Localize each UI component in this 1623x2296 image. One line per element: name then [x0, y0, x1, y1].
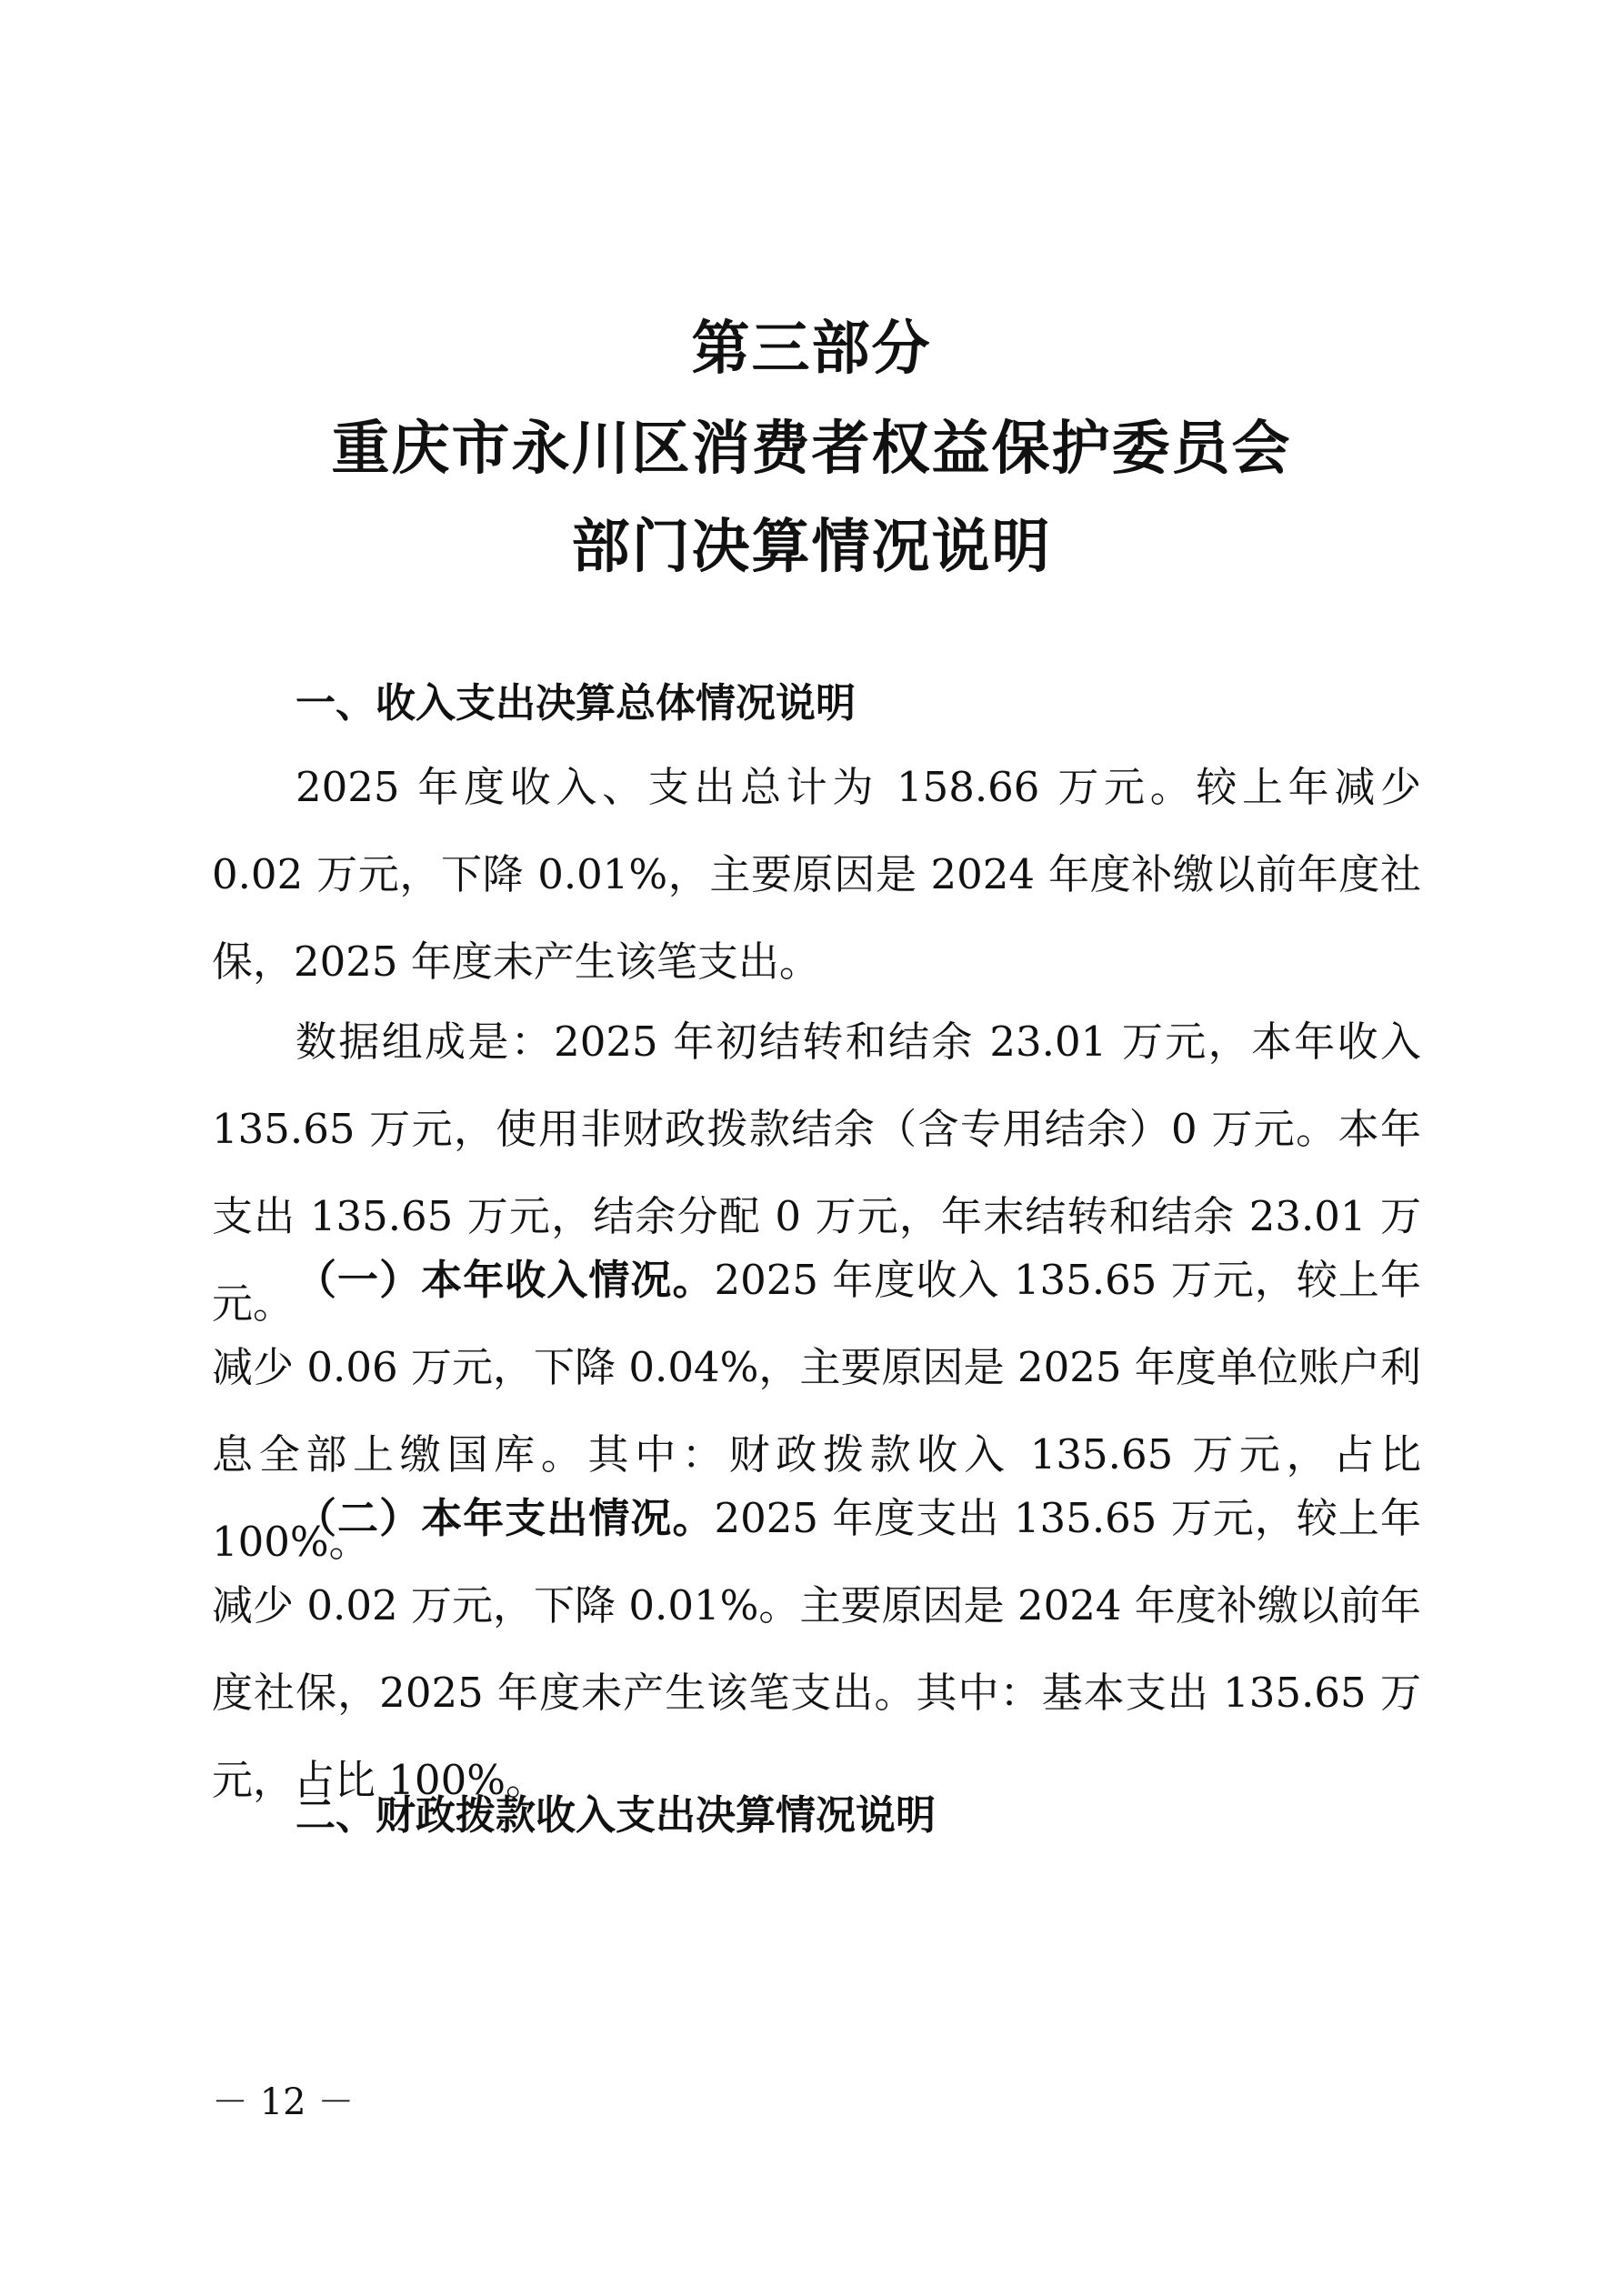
subject-title: 部门决算情况说明: [571, 514, 1052, 581]
paragraph-text: 2025 年度收入、支出总计为 158.66 万元。较上年减少 0.02 万元，下降 0.01%，主要原因是 2024 年度补缴以前年度社保，2025 年度未产生该笔支出。: [212, 763, 1421, 986]
paragraph-text: 2025 年度支出 135.65 万元，较上年减少 0.02 万元，下降 0.01%。主要原因是 2024 年度补缴以前年度社保，2025 年度未产生该笔支出。其中：基本支出 135.65 万元，占比 100%。: [212, 1494, 1421, 1804]
section-heading-1: 一、收入支出决算总体情况说明: [296, 680, 856, 727]
paragraph-overview: [212, 744, 1421, 1006]
part-title: 第三部分: [691, 316, 932, 383]
paragraph-expenditure: [212, 1475, 1421, 1824]
paragraph-text: 数据组成是：2025 年初结转和结余 23.01 万元，本年收入 135.65 万元，使用非财政拨款结余（含专用结余）0 万元。本年支出 135.65 万元，结余分配 0 万元，年末结转和结余 23.01 万元。: [212, 1018, 1421, 1328]
page-number: － 12 －: [212, 2081, 355, 2123]
income-subheading: （一）本年收入情况。: [296, 1256, 715, 1304]
paragraph-text: 2025 年度收入 135.65 万元，较上年减少 0.06 万元，下降 0.04%，主要原因是 2025 年度单位账户利息全部上缴国库。其中：财政拨款收入 135.65 万元，占比 100%。: [212, 1256, 1421, 1566]
organization-title: 重庆市永川区消费者权益保护委员会: [331, 416, 1292, 483]
section-heading-2: 二、财政拨款收入支出决算情况说明: [296, 1792, 936, 1839]
expenditure-subheading: （二）本年支出情况。: [296, 1494, 715, 1542]
